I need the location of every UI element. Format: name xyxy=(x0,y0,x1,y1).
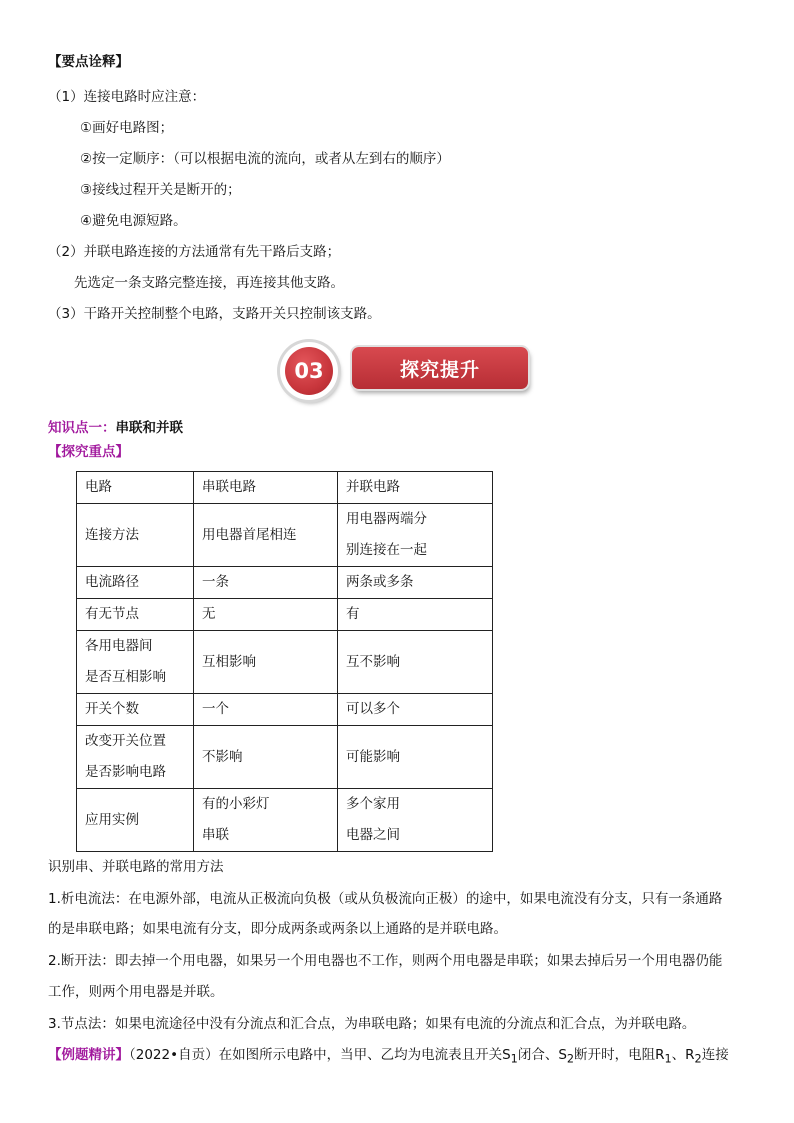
table-cell: 一个 xyxy=(194,694,338,726)
example-text-c: 断开时，电阻 xyxy=(574,1047,656,1063)
cell-line: 用电器两端分 xyxy=(346,511,427,527)
point-1-item-4: ④避免电源短路。 xyxy=(80,213,187,229)
knowledge-point-heading xyxy=(48,419,183,437)
method-2-line-2: 工作，则两个用电器是并联。 xyxy=(48,984,224,1000)
knowledge-point-topic: 串联和并联 xyxy=(115,420,183,436)
table-cell xyxy=(194,789,338,852)
comparison-table xyxy=(76,471,493,852)
cell-line: 各用电器间 xyxy=(85,638,153,654)
method-1-line-2: 的是串联电路；如果电流有分支，即分成两条或两条以上通路的是并联电路。 xyxy=(48,921,507,937)
method-3: 3.节点法：如果电流途径中没有分流点和汇合点，为串联电路；如果有电流的分流点和汇合点，为并联电路。 xyxy=(48,1016,696,1032)
cell-line: 别连接在一起 xyxy=(346,542,427,558)
methods-title: 识别串、并联电路的常用方法 xyxy=(48,859,224,875)
cell-line: 串联 xyxy=(202,827,229,843)
point-2: （2）并联电路连接的方法通常有先干路后支路； xyxy=(48,244,341,260)
point-2-sub: 先选定一条支路完整连接，再连接其他支路。 xyxy=(74,275,344,291)
table-cell: 有 xyxy=(338,599,493,631)
table-cell: 两条或多条 xyxy=(338,567,493,599)
switch-s2: S xyxy=(558,1047,567,1063)
example-line xyxy=(48,1046,729,1069)
table-cell: 开关个数 xyxy=(77,694,194,726)
table-row xyxy=(77,726,493,789)
method-2-line-1: 2.断开法：即去掉一个用电器，如果另一个用电器也不工作，则两个用电器是串联；如果去掉后另一个用电器仍能 xyxy=(48,953,723,969)
cell-line: 电器之间 xyxy=(346,827,400,843)
table-cell: 用电器首尾相连 xyxy=(194,504,338,567)
point-1-item-2: ②按一定顺序：（可以根据电流的流向，或者从左到右的顺序） xyxy=(80,151,450,167)
cell-line: 有的小彩灯 xyxy=(202,796,270,812)
table-row xyxy=(77,789,493,852)
table-cell: 互不影响 xyxy=(338,631,493,694)
resistor-r2: R xyxy=(685,1047,695,1063)
resistor-r1-sub: 1 xyxy=(664,1052,672,1066)
table-cell: 不影响 xyxy=(194,726,338,789)
table-row xyxy=(77,567,493,599)
table-cell: 一条 xyxy=(194,567,338,599)
point-1-item-1: ①画好电路图； xyxy=(80,120,174,136)
table-header-cell: 串联电路 xyxy=(194,472,338,504)
table-cell xyxy=(77,726,194,789)
table-row xyxy=(77,599,493,631)
table-cell: 有无节点 xyxy=(77,599,194,631)
cell-line: 是否影响电路 xyxy=(85,764,166,780)
resistor-r2-sub: 2 xyxy=(694,1052,702,1066)
table-cell xyxy=(338,789,493,852)
section-heading-key-points: 【要点诠释】 xyxy=(48,54,129,70)
table-cell: 连接方法 xyxy=(77,504,194,567)
example-label: 【例题精讲】 xyxy=(48,1047,129,1063)
table-header-cell: 并联电路 xyxy=(338,472,493,504)
switch-s2-sub: 2 xyxy=(566,1052,575,1066)
table-cell: 可以多个 xyxy=(338,694,493,726)
table-cell: 电流路径 xyxy=(77,567,194,599)
switch-s1: S xyxy=(502,1047,511,1063)
section-banner-badge xyxy=(280,342,338,400)
point-1: （1）连接电路时应注意： xyxy=(48,89,206,105)
table-cell xyxy=(338,504,493,567)
switch-s1-sub: 1 xyxy=(510,1052,518,1066)
table-cell: 无 xyxy=(194,599,338,631)
point-1-item-3: ③接线过程开关是断开的； xyxy=(80,182,241,198)
point-3: （3）干路开关控制整个电路，支路开关只控制该支路。 xyxy=(48,306,381,322)
cell-line: 多个家用 xyxy=(346,796,400,812)
knowledge-point-label: 知识点一： xyxy=(48,420,116,436)
focus-heading: 【探究重点】 xyxy=(48,444,129,460)
table-row xyxy=(77,694,493,726)
table-row xyxy=(77,631,493,694)
cell-line: 改变开关位置 xyxy=(85,733,166,749)
method-1-line-1: 1.析电流法：在电源外部，电流从正极流向负极（或从负极流向正极）的途中，如果电流没有分支，只有一条通路 xyxy=(48,891,723,907)
example-text-b: 闭合、 xyxy=(517,1047,559,1063)
example-text-a: （2022•自贡）在如图所示电路中，当甲、乙均为电流表且开关 xyxy=(129,1047,503,1063)
table-cell: 互相影响 xyxy=(194,631,338,694)
table-header-row xyxy=(77,472,493,504)
table-cell: 可能影响 xyxy=(338,726,493,789)
table-header-cell: 电路 xyxy=(77,472,194,504)
cell-line: 是否互相影响 xyxy=(85,669,166,685)
resistor-r1: R xyxy=(655,1047,665,1063)
section-banner-number: 03 xyxy=(285,347,333,395)
table-cell xyxy=(77,631,194,694)
table-row xyxy=(77,504,493,567)
section-banner-title: 探究提升 xyxy=(352,347,528,389)
example-text-d: 连接 xyxy=(701,1047,729,1063)
example-comma: 、 xyxy=(671,1047,686,1063)
table-cell: 应用实例 xyxy=(77,789,194,852)
